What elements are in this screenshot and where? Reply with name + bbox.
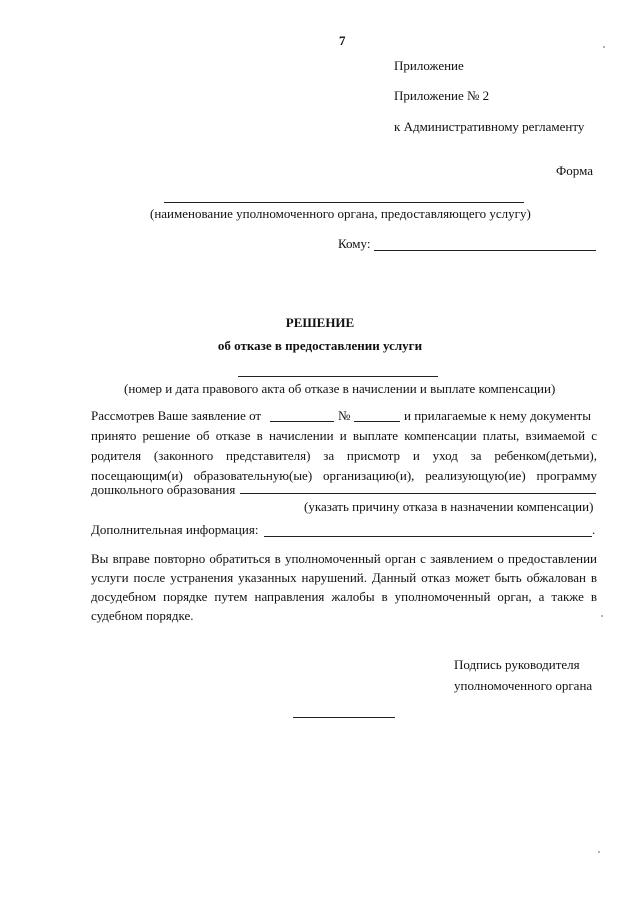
refusal-reason-field bbox=[240, 493, 596, 494]
scan-speck bbox=[601, 615, 603, 617]
to-label: Кому: bbox=[338, 236, 371, 251]
reason-caption: (указать причину отказа в назначении компенсации) bbox=[304, 499, 594, 514]
body-p2-line1: Вы вправе повторно обратиться в уполномоченный орган с заявлением о предоставлении bbox=[91, 551, 597, 566]
document-title: РЕШЕНИЕ bbox=[285, 315, 355, 330]
act-number-field bbox=[238, 376, 438, 377]
header-regulation: к Административному регламенту bbox=[394, 119, 585, 134]
scan-speck bbox=[603, 46, 605, 48]
application-date-field bbox=[270, 421, 334, 422]
extra-info-period: . bbox=[592, 522, 596, 537]
extra-info-field bbox=[264, 536, 592, 537]
extra-info-label: Дополнительная информация: bbox=[91, 522, 259, 537]
authority-caption: (наименование уполномоченного органа, предоставляющего услугу) bbox=[150, 206, 531, 221]
body-p1-line5: дошкольного образования bbox=[91, 482, 236, 497]
authority-name-field bbox=[164, 202, 524, 203]
to-field bbox=[374, 250, 596, 251]
document-subtitle: об отказе в предоставлении услуги bbox=[217, 338, 423, 353]
body-p1-line1-a: Рассмотрев Ваше заявление от bbox=[91, 408, 262, 423]
signature-title-line2: уполномоченного органа bbox=[454, 678, 593, 693]
body-p1-line1-b: № bbox=[338, 408, 351, 423]
body-p2-line2: услуги после устранения указанных нарушений. Данный отказ может быть обжалован в bbox=[91, 570, 597, 585]
scan-speck bbox=[598, 851, 600, 853]
signature-field bbox=[293, 717, 395, 718]
body-p1-line1-c: и прилагаемые к нему документы bbox=[404, 408, 591, 423]
body-p1-line4: посещающим(и) образовательную(ые) организацию(и), реализующую(ие) программу bbox=[91, 468, 597, 483]
body-p1-line2: принято решение об отказе в начислении и выплате компенсации платы, взимаемой с bbox=[91, 428, 597, 443]
application-number-field bbox=[354, 421, 400, 422]
act-caption: (номер и дата правового акта об отказе в начислении и выплате компенсации) bbox=[124, 381, 556, 396]
header-appendix-number: Приложение № 2 bbox=[394, 88, 490, 103]
header-form: Форма bbox=[556, 163, 593, 178]
page-number: 7 bbox=[339, 33, 346, 48]
signature-title-line1: Подпись руководителя bbox=[454, 657, 580, 672]
body-p2-line4: судебном порядке. bbox=[91, 608, 194, 623]
body-p2-line3: досудебном порядке путем направления жалобы в уполномоченный орган, а также в bbox=[91, 589, 597, 604]
body-p1-line3: родителя (законного представителя) за присмотр и уход за ребенком(детьми), bbox=[91, 448, 597, 463]
header-appendix: Приложение bbox=[394, 58, 464, 73]
